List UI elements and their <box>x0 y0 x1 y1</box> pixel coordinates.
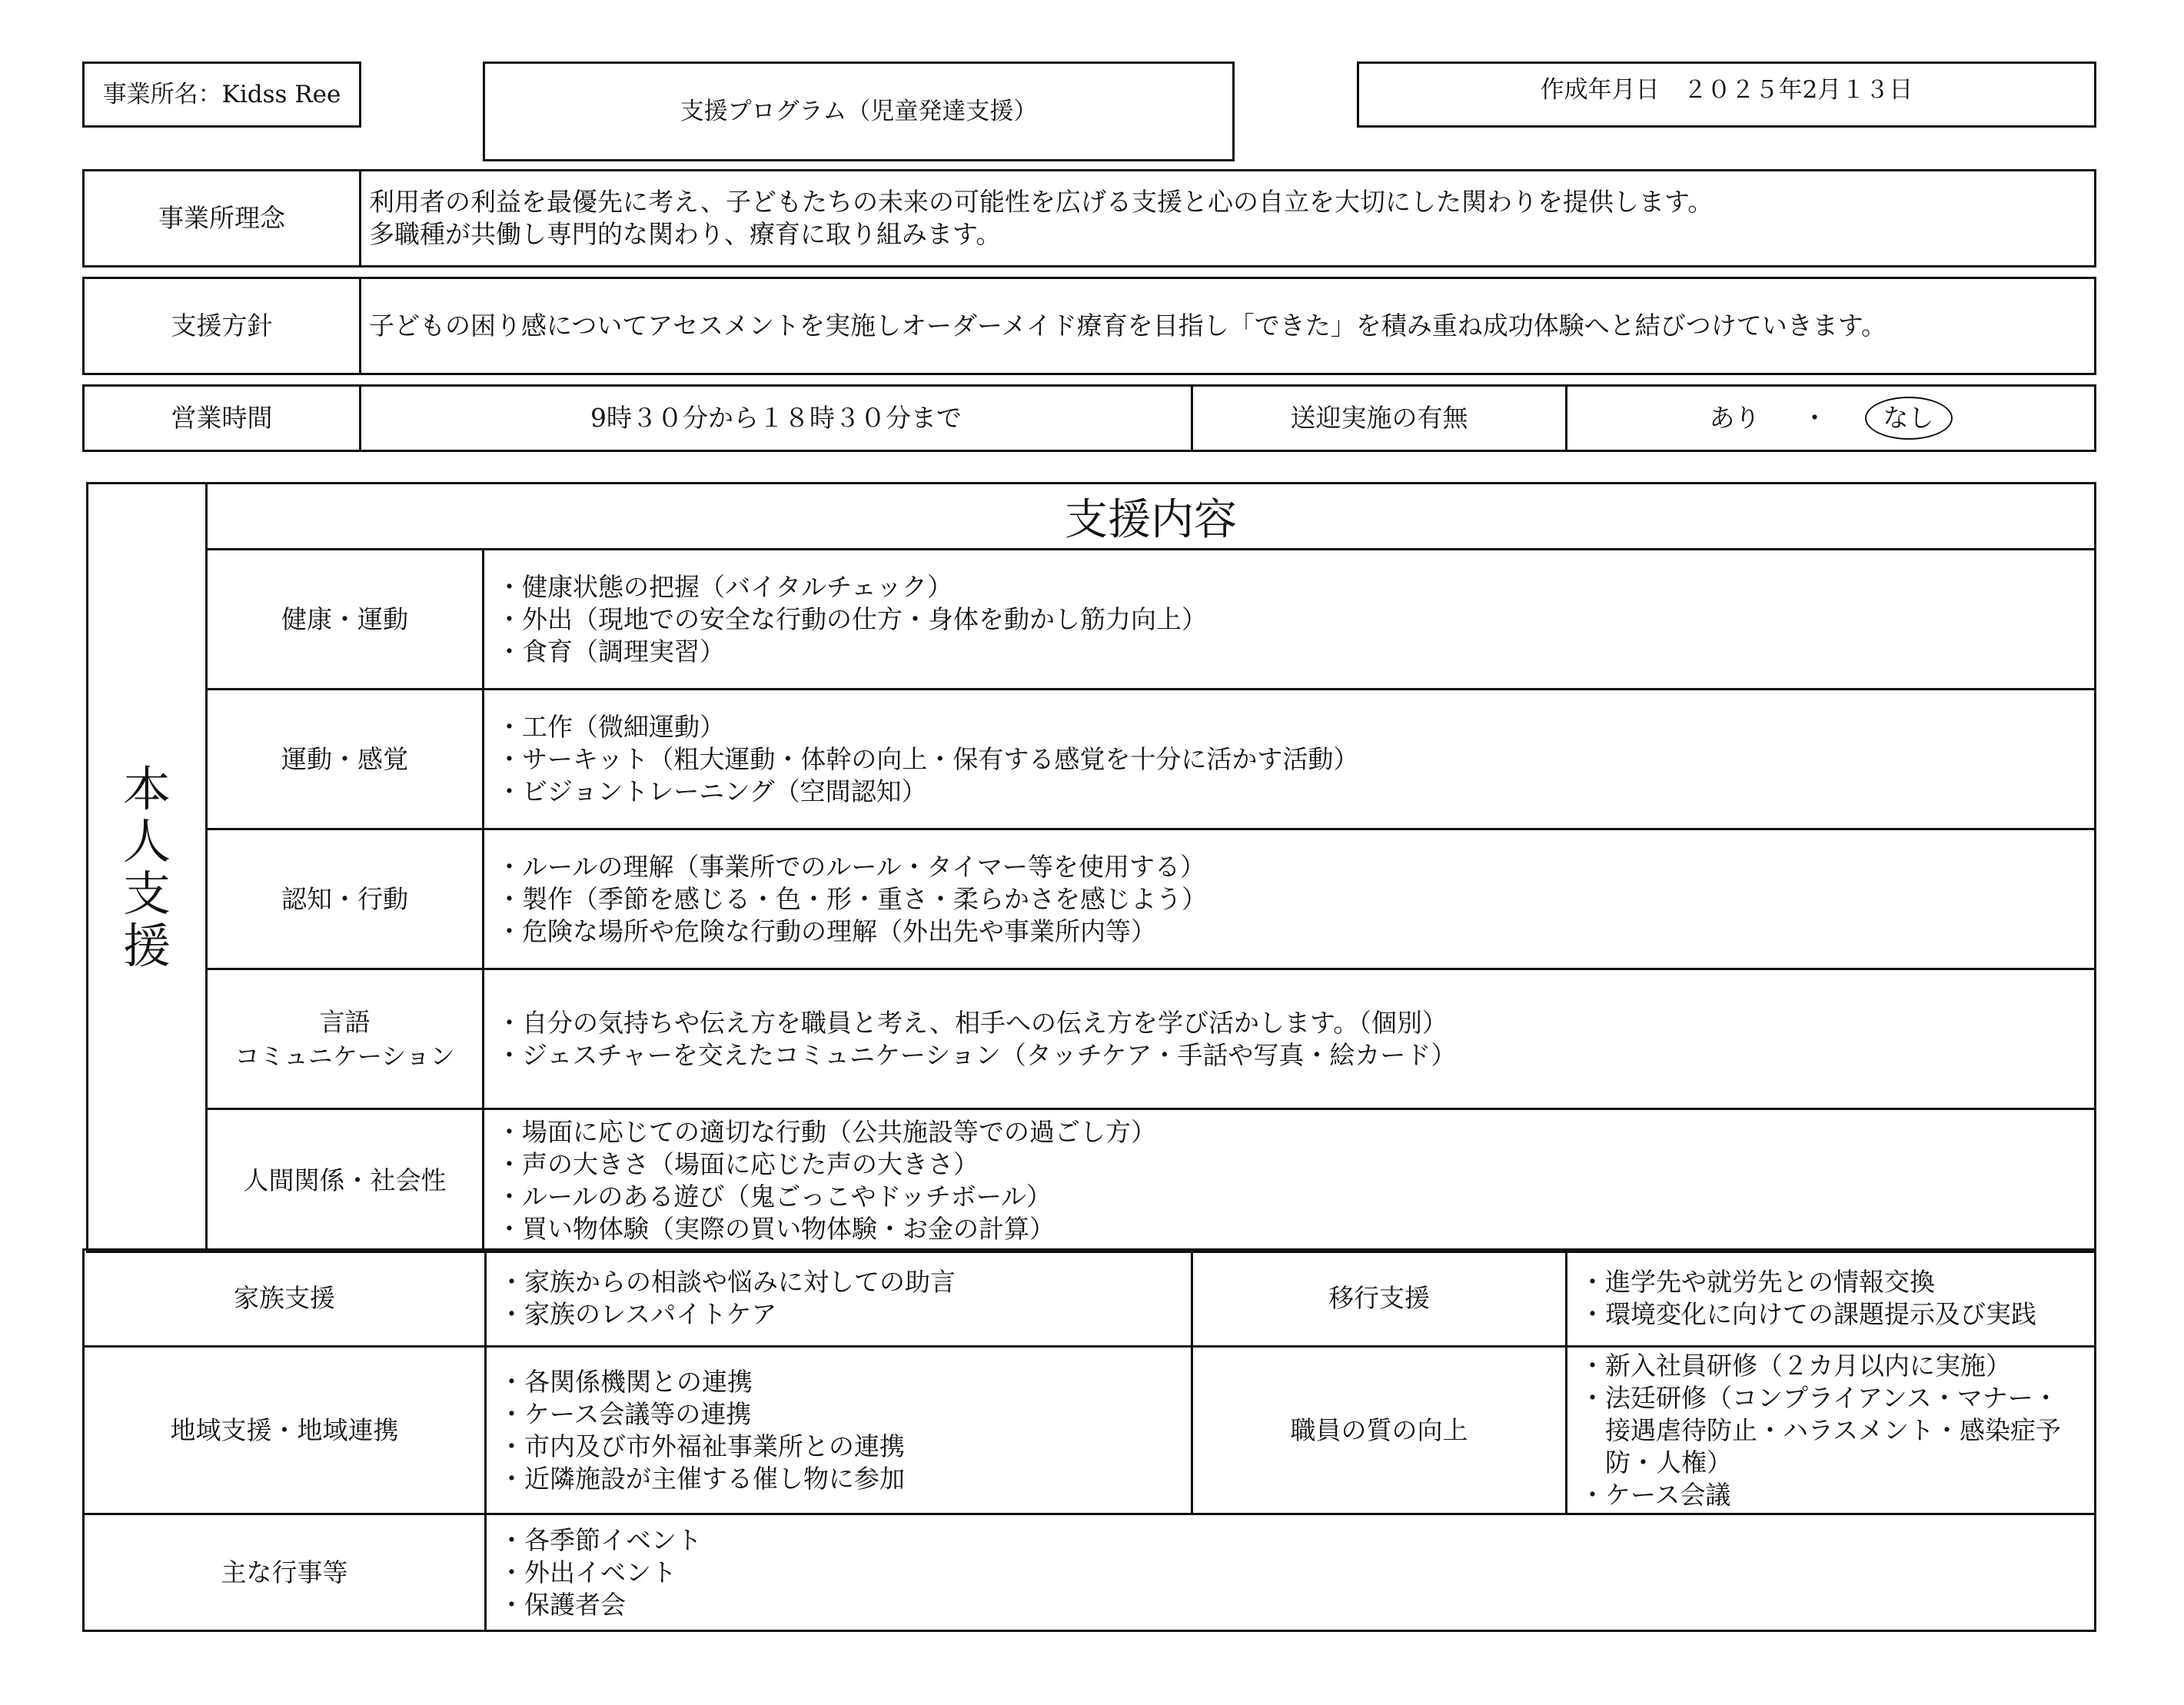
list-item: ・ルールの理解（事業所でのルール・タイマー等を使用する） <box>497 851 1206 882</box>
list-item: ・ケース会議等の連携 <box>499 1398 752 1429</box>
list-item: ・ジェスチャーを交えたコミュニケーション（タッチケア・手話や写真・絵カード） <box>497 1039 1457 1070</box>
list-item: ・危険な場所や危険な行動の理解（外出先や事業所内等） <box>497 916 1156 946</box>
list-item: ・保護者会 <box>499 1589 626 1620</box>
support-row-items <box>484 829 2096 969</box>
support-row-items <box>484 690 2096 829</box>
policy-table <box>82 277 2096 375</box>
transition-items <box>1567 1250 2096 1347</box>
list-item: ・市内及び市外福祉事業所との連携 <box>499 1431 905 1461</box>
side-char: 人 <box>122 813 171 869</box>
hours-label: 営業時間 <box>84 386 361 451</box>
philosophy-line: 多職種が共働し専門的な関わり、療育に取り組みます。 <box>369 219 1002 249</box>
list-item: ・工作（微細運動） <box>497 711 725 742</box>
support-row-label-line: 健康・運動 <box>281 603 408 634</box>
list-item: ・環境変化に向けての課題提示及び実践 <box>1580 1298 2036 1329</box>
list-item: ・食育（調理実習） <box>497 636 725 666</box>
program-title: 支援プログラム（児童発達支援） <box>483 61 1235 161</box>
support-row-items <box>484 1109 2096 1252</box>
policy-text <box>361 278 2096 374</box>
staff-items <box>1567 1347 2096 1514</box>
transition-label: 移行支援 <box>1192 1250 1567 1347</box>
support-row-label-line: 言語 <box>319 1006 371 1037</box>
support-row-label-line: 認知・行動 <box>281 883 408 914</box>
list-item: ・場面に応じての適切な行動（公共施設等での過ごし方） <box>497 1116 1156 1147</box>
family-label: 家族支援 <box>84 1250 486 1347</box>
list-item: ・進学先や就労先との情報交換 <box>1580 1266 1935 1297</box>
created-date: 作成年月日 ２０２５年2月１３日 <box>1357 61 2096 128</box>
support-row-label-line: 人間関係・社会性 <box>243 1165 447 1195</box>
side-char: 支 <box>122 865 171 922</box>
transport-option-yes: あり <box>1709 403 1760 433</box>
support-row-label-line: 運動・感覚 <box>281 743 408 774</box>
hours-value: 9時３０分から１８時３０分まで <box>361 386 1192 451</box>
transport-label: 送迎実施の有無 <box>1192 386 1567 451</box>
community-label: 地域支援・地域連携 <box>84 1347 486 1514</box>
list-item: ・買い物体験（実際の買い物体験・お金の計算） <box>497 1213 1055 1244</box>
list-item: ・家族のレスパイトケア <box>499 1298 777 1329</box>
list-item: ・声の大きさ（場面に応じた声の大きさ） <box>497 1148 979 1179</box>
policy-label: 支援方針 <box>84 278 361 374</box>
philosophy-text <box>361 171 2096 267</box>
list-item: ・自分の気持ちや伝え方を職員と考え、相手への伝え方を学び活かします。（個別） <box>497 1007 1448 1038</box>
transport-option-no-circled: なし <box>1865 397 1953 440</box>
support-row-items <box>484 969 2096 1109</box>
support-row-label <box>207 829 484 969</box>
list-item: ・健康状態の把握（バイタルチェック） <box>497 571 953 602</box>
list-item: ・ビジョントレーニング（空間認知） <box>497 776 927 806</box>
philosophy-label: 事業所理念 <box>84 171 361 267</box>
list-item: ・新入社員研修（２カ月以内に実施） <box>1580 1350 2011 1381</box>
list-item: ・製作（季節を感じる・色・形・重さ・柔らかさを感じよう） <box>497 883 1207 914</box>
support-row-label <box>207 1109 484 1252</box>
list-item: ・ケース会議 <box>1580 1479 1731 1510</box>
list-item: ・家族からの相談や悩みに対しての助言 <box>499 1266 956 1297</box>
community-items <box>486 1347 1192 1514</box>
bottom-table <box>82 1248 2096 1632</box>
side-char: 本 <box>122 760 171 817</box>
support-row-items <box>484 550 2096 690</box>
support-table <box>86 482 2096 1253</box>
list-item: ・ルールのある遊び（鬼ごっこやドッチボール） <box>497 1181 1052 1211</box>
support-row-label <box>207 550 484 690</box>
transport-options <box>1567 386 2096 451</box>
hours-table <box>82 384 2096 452</box>
office-name: 事業所名：Kidss Ree <box>82 61 361 128</box>
events-label: 主な行事等 <box>84 1514 486 1631</box>
list-item: ・外出（現地での安全な行動の仕方・身体を動かし筋力向上） <box>497 603 1207 634</box>
philosophy-line: 利用者の利益を最優先に考え、子どもたちの未来の可能性を広げる支援と心の自立を大切にした関わりを提供します。 <box>369 187 1714 217</box>
family-items <box>486 1250 1192 1347</box>
list-item: ・近隣施設が主催する催し物に参加 <box>499 1463 905 1494</box>
list-item: ・各関係機関との連携 <box>499 1366 753 1397</box>
support-row-label <box>207 969 484 1109</box>
transport-separator: ・ <box>1802 403 1827 433</box>
policy-line: 子どもの困り感についてアセスメントを実施しオーダーメイド療育を目指し「できた」を積み重ね成功体験へと結びつけていきます。 <box>369 311 1887 341</box>
list-item: ・サーキット（粗大運動・体幹の向上・保有する感覚を十分に活かす活動） <box>497 743 1359 774</box>
list-item: ・法廷研修（コンプライアンス・マナー・接遇虐待防止・ハラスメント・感染症予防・人権） <box>1580 1382 2062 1477</box>
list-item: ・各季節イベント <box>499 1524 702 1555</box>
support-side-label <box>88 484 207 1252</box>
events-items <box>486 1514 2096 1631</box>
philosophy-table <box>82 169 2096 268</box>
support-heading: 支援内容 <box>207 484 2096 550</box>
staff-label: 職員の質の向上 <box>1192 1347 1567 1514</box>
side-char: 援 <box>122 917 171 974</box>
support-row-label <box>207 690 484 829</box>
support-row-label-line: コミュニケーション <box>234 1041 455 1071</box>
list-item: ・外出イベント <box>499 1557 676 1587</box>
